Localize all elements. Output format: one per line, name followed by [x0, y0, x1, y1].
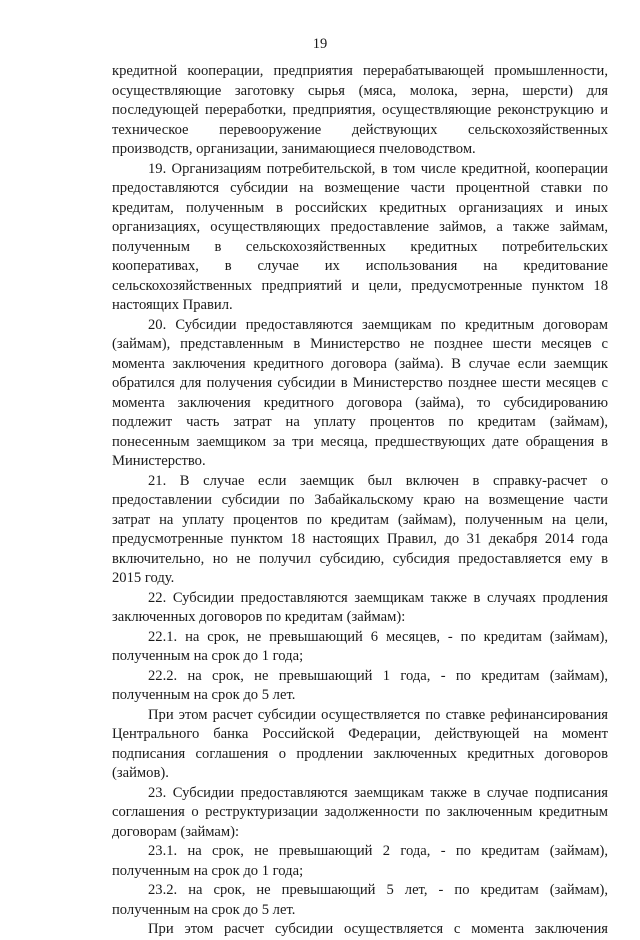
- text-line: полученным на срок до 5 лет.: [112, 901, 296, 918]
- text-line: 20. Субсидии предоставляются заемщикам по кредитным договорам: [148, 316, 608, 333]
- text-line: осуществляющие заготовку сырья (мяса, молока, зерна, шерсти) для: [112, 82, 608, 99]
- text-line: техническое перевооружение действующих сельскохозяйственных: [112, 121, 608, 138]
- text-line: предоставляются субсидии на возмещение части процентной ставки по: [112, 180, 608, 196]
- text-line: 22.2. на срок, не превышающий 1 года, - по кредитам (займам),: [148, 667, 608, 684]
- text-line: настоящих Правил.: [112, 297, 233, 313]
- text-line: Центрального банка Российской Федерации, действующей на момент: [112, 726, 608, 742]
- text-line: обратился для получения субсидии в Министерство позднее шести месяцев с: [112, 375, 608, 391]
- text-line: производств, организации, занимающиеся пчеловодством.: [112, 141, 476, 157]
- text-line: предоставлении субсидии по Забайкальскому краю на возмещение части: [112, 492, 608, 508]
- text-line: полученным в сельскохозяйственных кредитных потребительских: [112, 238, 608, 255]
- text-line: предусмотренные пунктом 18 настоящих Правил, до 31 декабря 2014 года: [112, 531, 608, 547]
- text-line: соглашения о реструктуризации задолженности по заключенным кредитным: [112, 804, 608, 820]
- text-line: 22. Субсидии предоставляются заемщикам также в случаях продления: [148, 589, 608, 606]
- text-line: затрат на уплату процентов по кредитам (займам), полученным на цели,: [112, 511, 608, 528]
- text-line: 23. Субсидии предоставляются заемщикам также в случае подписания: [148, 784, 608, 801]
- text-line: момента заключения кредитного договора (займа), то субсидированию: [112, 394, 608, 411]
- text-line: подлежит часть затрат на уплату процентов по кредитам (займам),: [112, 414, 608, 430]
- text-line: 2015 году.: [112, 570, 175, 586]
- text-line: заключенных договоров по кредитам (займам):: [112, 609, 406, 625]
- page-number: 19: [312, 36, 328, 52]
- document-body: [112, 62, 608, 940]
- text-line: полученным на срок до 1 года;: [112, 862, 304, 879]
- text-line: 22.1. на срок, не превышающий 6 месяцев, - по кредитам (займам),: [148, 628, 608, 645]
- text-line: 21. В случае если заемщик был включен в справку-расчет о: [148, 472, 608, 489]
- text-line: полученным на срок до 1 года;: [112, 648, 304, 664]
- text-line: кредитной кооперации, предприятия перерабатывающей промышленности,: [112, 63, 608, 79]
- text-line: При этом расчет субсидии осуществляется по ставке рефинансирования: [148, 706, 608, 723]
- text-line: кооперативах, в случае их использования на кредитование: [112, 258, 608, 274]
- text-line: организациях, осуществляющих предоставление займов, а также займам,: [112, 219, 608, 235]
- text-line: 19. Организациям потребительской, в том числе кредитной, кооперации: [148, 160, 608, 177]
- text-line: Министерство.: [112, 453, 206, 469]
- text-line: сельскохозяйственных предприятий и цели, предусмотренные пунктом 18: [112, 277, 608, 294]
- text-line: включительно, но не получил субсидию, субсидия предоставляется ему в: [112, 550, 608, 567]
- text-line: понесенным заемщиком за три месяца, предшествующих дате обращения в: [112, 433, 608, 450]
- text-line: 23.2. на срок, не превышающий 5 лет, - по кредитам (займам),: [148, 882, 608, 898]
- text-line: подписания соглашения о продлении заключенных кредитных договоров: [112, 745, 608, 762]
- text-line: 23.1. на срок, не превышающий 2 года, - по кредитам (займам),: [148, 843, 608, 859]
- text-line: договорам (займам):: [112, 823, 240, 840]
- text-line: (займам), представленным в Министерство не позднее шести месяцев с: [112, 336, 608, 352]
- text-line: момента заключения кредитного договора (займа). В случае если заемщик: [112, 355, 608, 372]
- text-line: последующей переработки, предприятия, осуществляющие реконструкцию и: [112, 102, 608, 118]
- text-line: кредитам, полученным в российских кредитных организациях и иных: [112, 199, 608, 216]
- text-line: (займов).: [112, 765, 169, 781]
- text-line: полученным на срок до 5 лет.: [112, 687, 296, 703]
- text-line: При этом расчет субсидии осуществляется с момента заключения: [148, 921, 608, 937]
